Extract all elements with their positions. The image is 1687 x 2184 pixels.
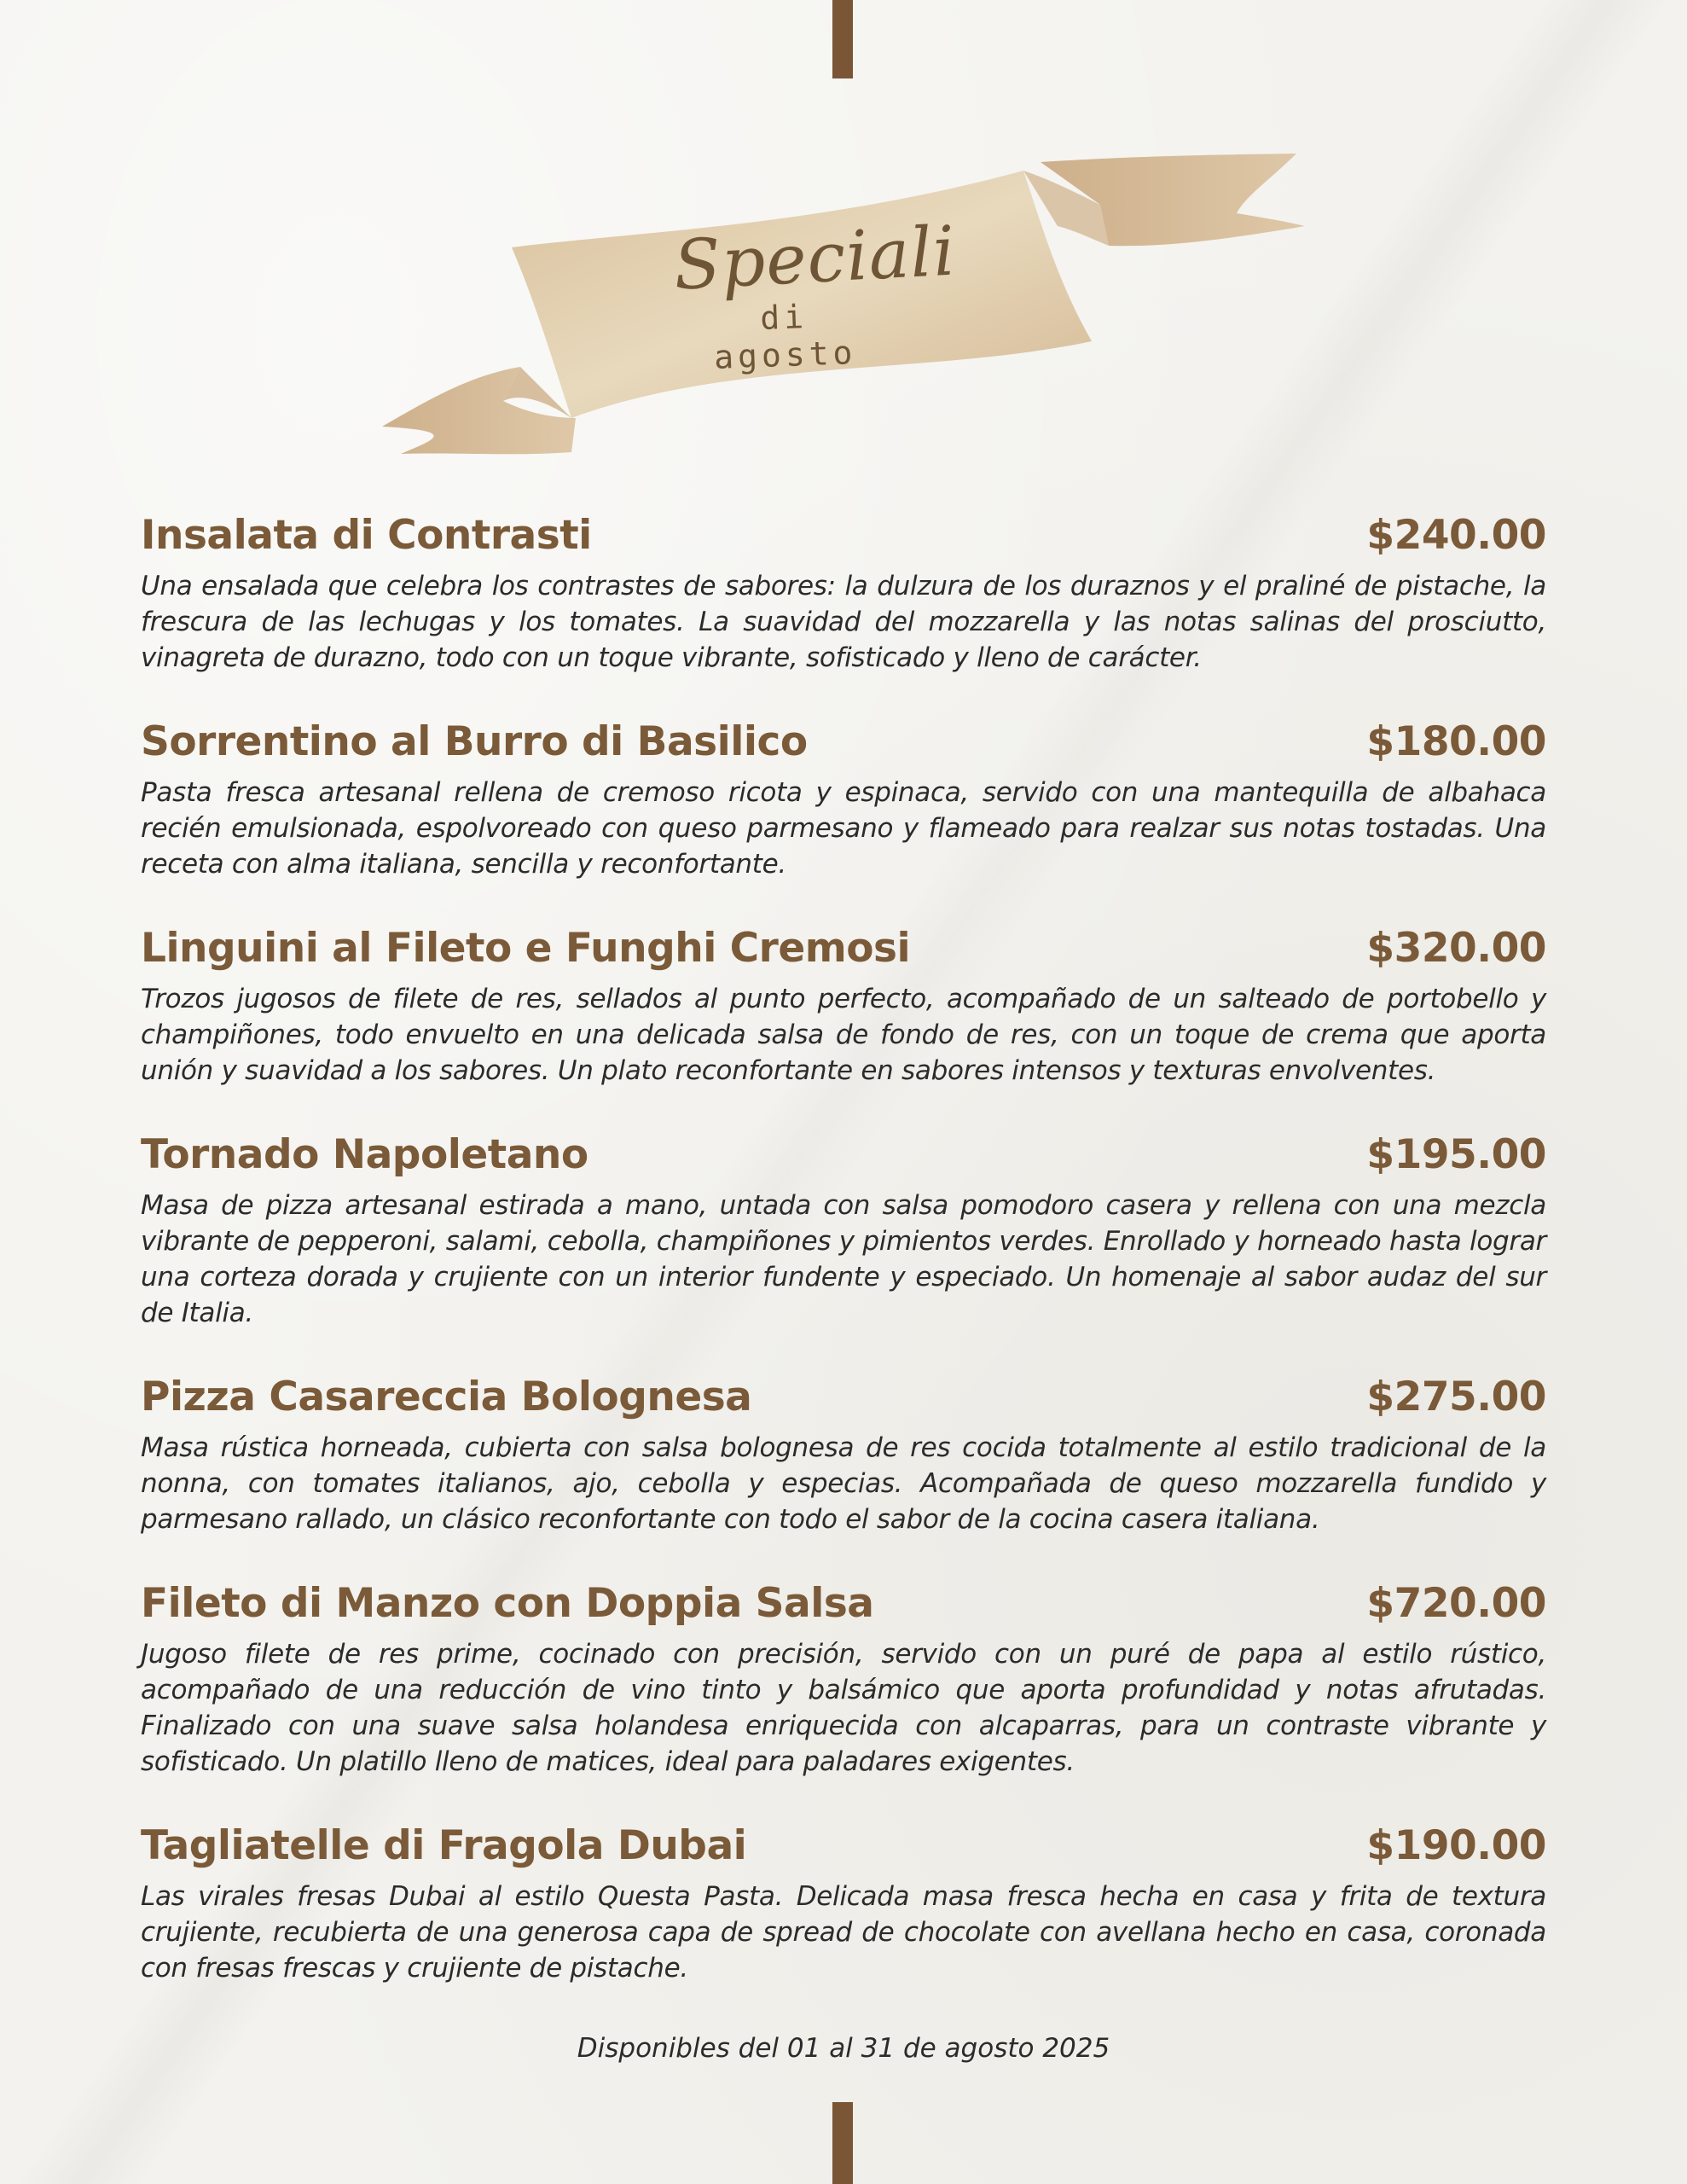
menu-item	[141, 718, 1546, 882]
item-name: Pizza Casareccia Bolognesa	[141, 1374, 752, 1420]
item-description: Trozos jugosos de filete de res, sellados al punto perfecto, acompañado de un salteado de portobello y champiñones, todo envuelto en una delicada salsa de fondo de res, con un toque de crema que aporta unión y suavidad a los sabores. Un plato reconfortante en sabores intensos y texturas envolventes.	[141, 984, 1546, 1086]
item-name: Fileto di Manzo con Doppia Salsa	[141, 1580, 874, 1627]
item-price: $180.00	[1366, 718, 1546, 765]
item-price: $720.00	[1366, 1580, 1546, 1627]
menu-item	[141, 512, 1546, 676]
item-price: $195.00	[1366, 1131, 1546, 1178]
item-price: $190.00	[1366, 1822, 1546, 1869]
header-ribbon	[375, 145, 1305, 486]
menu-subtitle: di agosto	[713, 298, 858, 376]
item-description: Las virales fresas Dubai al estilo Questa Pasta. Delicada masa fresca hecha en casa y frita de textura crujiente, recubierta de una generosa capa de spread de chocolate con avellana hecho en casa, coronada con fresas frescas y crujiente de pistache.	[141, 1881, 1546, 1984]
menu-item	[141, 925, 1546, 1089]
item-description: Una ensalada que celebra los contrastes de sabores: la dulzura de los duraznos y el praliné de pistache, la frescura de las lechugas y los tomates. La suavidad del mozzarella y las notas salinas del prosciutto, vinagreta de durazno, todo con un toque vibrante, sofisticado y lleno de carácter.	[141, 571, 1546, 673]
menu-item	[141, 1580, 1546, 1780]
item-name: Sorrentino al Burro di Basilico	[141, 718, 808, 765]
menu-list	[141, 512, 1546, 2029]
top-decorative-bar	[832, 0, 853, 78]
item-description: Pasta fresca artesanal rellena de cremoso ricota y espinaca, servido con una mantequilla de albahaca recién emulsionada, espolvoreado con queso parmesano y flameado para realzar sus notas tostadas. Una receta con alma italiana, sencilla y reconfortante.	[141, 777, 1546, 880]
item-price: $320.00	[1366, 925, 1546, 972]
availability-note: Disponibles del 01 al 31 de agosto 2025	[577, 2033, 1110, 2064]
item-name: Linguini al Fileto e Funghi Cremosi	[141, 925, 911, 972]
item-description: Masa rústica horneada, cubierta con salsa bolognesa de res cocida totalmente al estilo tradicional de la nonna, con tomates italianos, ajo, cebolla y especias. Acompañada de queso mozzarella fundido y parmesano rallado, un clásico reconfortante con todo el sabor de la cocina casera italiana.	[141, 1432, 1546, 1535]
menu-item	[141, 1374, 1546, 1537]
menu-item	[141, 1822, 1546, 1986]
menu-title: Speciali	[671, 211, 958, 305]
item-name: Tornado Napoletano	[141, 1131, 588, 1178]
item-price: $275.00	[1366, 1374, 1546, 1420]
item-name: Insalata di Contrasti	[141, 512, 592, 559]
item-description: Jugoso filete de res prime, cocinado con precisión, servido con un puré de papa al estilo rústico, acompañado de una reducción de vino tinto y balsámico que aporta profundidad y notas afrutadas. Finalizado con una suave salsa holandesa enriquecida con alcaparras, para un contraste vibrante y sofisticado. Un platillo lleno de matices, ideal para paladares exigentes.	[141, 1639, 1546, 1777]
item-description: Masa de pizza artesanal estirada a mano, untada con salsa pomodoro casera y rellena con una mezcla vibrante de pepperoni, salami, cebolla, champiñones y pimientos verdes. Enrollado y horneado hasta lograr una corteza dorada y crujiente con un interior fundente y especiado. Un homenaje al sabor audaz del sur de Italia.	[141, 1190, 1546, 1328]
item-name: Tagliatelle di Fragola Dubai	[141, 1822, 747, 1869]
item-price: $240.00	[1366, 512, 1546, 559]
bottom-decorative-bar	[832, 2102, 853, 2184]
menu-item	[141, 1131, 1546, 1331]
